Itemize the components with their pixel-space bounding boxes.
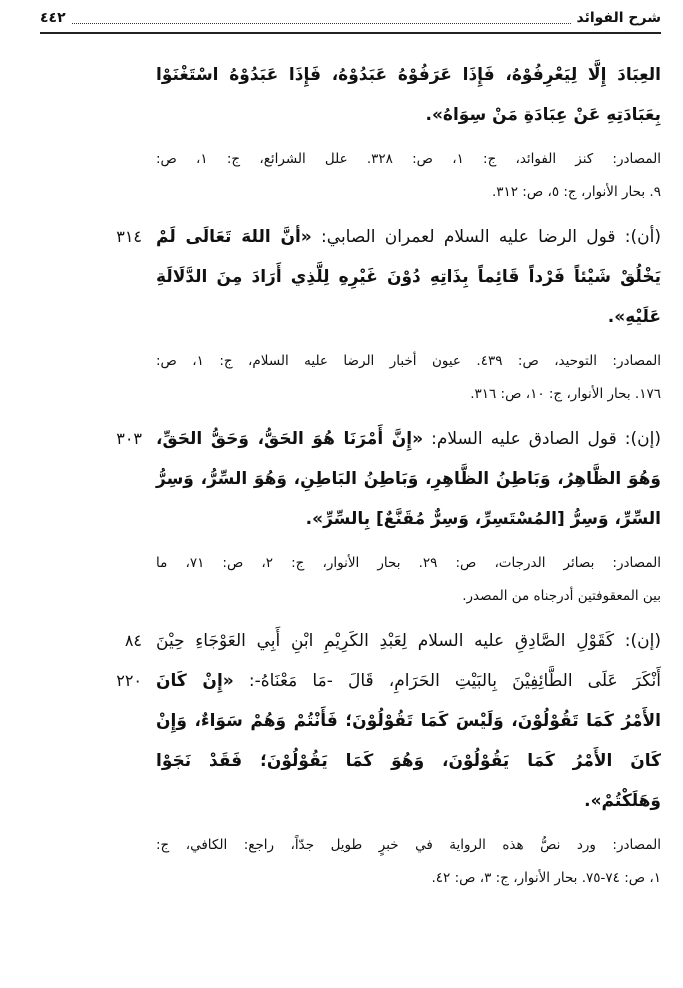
text-line <box>156 862 661 895</box>
quoted-text: كَانَ الأَمْرُ كَمَا يَقُوْلُوْنَ، وَهُوَ كَمَا يَقُوْلُوْنَ؛ فَقَدْ نَجَوْا <box>156 751 661 771</box>
body-text: المصادر: ورد نصُّ هذه الرواية في خبرٍ طويل جدّاً، راجع: الكافي، ج: <box>156 837 661 853</box>
header-rule <box>40 32 661 34</box>
body-text: المصادر: كنز الفوائد، ج: ١، ص: ٣٢٨. علل الشرائع، ج: ١، ص: <box>156 151 661 167</box>
quoted-text: وَهُوَ الظَّاهِرُ، وَبَاطِنُ الظَّاهِرِ، وَبَاطِنُ البَاطِنِ، وَهُوَ السِّرُّ، وَسِرُّ <box>156 469 661 489</box>
body-text: أَنْكَرَ عَلَى الطَّائِفِيْنَ بِالبَيْتِ الحَرَامِ، قَالَ -مَا مَعْنَاهُ-: <box>233 671 661 691</box>
quoted-text: يَخْلُقْ شَيْئاً فَرْداً قَائِماً بِذَاتِهِ دُوْنَ غَيْرِهِ لِلَّذِي أَرَادَ مِنَ الدَّلَالَةِ <box>156 267 661 287</box>
text-line <box>156 55 661 95</box>
body-text: (إن): كَقَوْلِ الصَّادِقِ عليه السلام لِعَبْدِ الكَرِيْمِ ابْنِ أَبِي العَوْجَاءِ حِيْنَ <box>156 631 661 651</box>
text-line <box>156 176 661 209</box>
quoted-text: «إِنْ كَانَ <box>156 671 234 691</box>
text-line <box>124 621 661 661</box>
sources-note <box>156 829 661 895</box>
hadith-paragraph <box>116 419 662 539</box>
hadith-paragraph <box>156 55 661 135</box>
margin-reference-number: ٣١٤ <box>116 227 142 246</box>
text-line <box>156 459 661 499</box>
quoted-text: الأَمْرُ كَمَا تَقُوْلُوْنَ، وَلَيْسَ كَمَا تَقُوْلُوْنَ؛ فَأَنْتُمْ وَهُمْ سَوَاءٌ، وَإِنْ <box>156 711 661 731</box>
body-text: (أن): قول الرضا عليه السلام لعمران الصابي: <box>311 227 661 247</box>
text-line <box>156 143 661 176</box>
quoted-text: عَلَيْهِ». <box>607 307 661 327</box>
text-line <box>156 547 661 580</box>
text-line <box>156 829 661 862</box>
running-header <box>40 6 661 30</box>
body-text: (إن): قول الصادق عليه السلام: <box>423 429 662 449</box>
text-line <box>156 378 661 411</box>
text-line <box>156 741 661 781</box>
body-text: ١٧٦. بحار الأنوار، ج: ١٠، ص: ٣١٦. <box>470 386 661 402</box>
quoted-text: السِّرِّ، وَسِرُّ [المُسْتَسِرِّ، وَسِرٌّ مُقَنَّعٌ] بِالسِّرِّ». <box>305 509 661 529</box>
body-text: ٩. بحار الأنوار، ج: ٥، ص: ٣١٢. <box>491 184 661 200</box>
body-text: المصادر: التوحيد، ص: ٤٣٩. عيون أخبار الرضا عليه السلام، ج: ١، ص: <box>156 353 661 369</box>
body-text: بين المعقوفتين أدرجناه من المصدر. <box>462 588 661 604</box>
page-number: ٤٤٢ <box>40 10 66 26</box>
margin-reference-number: ٣٠٣ <box>116 429 142 448</box>
text-line <box>156 297 661 337</box>
quoted-text: وَهَلَكْتُمْ». <box>584 791 661 811</box>
quoted-text: «أنَّ اللهَ تَعَالَى لَمْ <box>156 227 312 247</box>
hadith-paragraph <box>116 217 661 337</box>
leader-dots <box>72 13 571 24</box>
body-text: المصادر: بصائر الدرجات، ص: ٢٩. بحار الأنوار، ج: ٢، ص: ٧١، ما <box>156 555 661 571</box>
text-line <box>156 781 661 821</box>
sources-note <box>156 547 661 613</box>
quoted-text: بِعَبَادَتِهِ عَنْ عِبَادَةِ مَنْ سِوَاهُ». <box>425 105 661 125</box>
text-line <box>116 419 662 459</box>
text-line <box>116 661 661 701</box>
text-line <box>116 217 661 257</box>
text-line <box>156 257 661 297</box>
text-line <box>156 580 661 613</box>
margin-reference-number: ٨٤ <box>124 631 142 650</box>
text-line <box>156 345 661 378</box>
hadith-paragraph <box>116 621 661 821</box>
quoted-text: «إِنَّ أَمْرَنَا هُوَ الحَقُّ، وَحَقُّ الحَقِّ، <box>156 429 424 449</box>
quoted-text: العِبَادَ إِلَّا لِيَعْرِفُوْهُ، فَإِذَا عَرَفُوْهُ عَبَدُوْهُ، فَإِذَا عَبَدُوْهُ اسْتَغْنَوْا <box>156 65 661 85</box>
running-title: شرح الفوائد <box>576 10 661 26</box>
page-body <box>116 55 662 895</box>
text-line <box>156 499 661 539</box>
text-line <box>156 95 661 135</box>
sources-note <box>156 345 661 411</box>
text-line <box>156 701 661 741</box>
body-text: ١، ص: ٧٤-٧٥. بحار الأنوار، ج: ٣، ص: ٤٢. <box>431 870 661 886</box>
margin-reference-number: ٢٢٠ <box>116 671 142 690</box>
sources-note <box>156 143 661 209</box>
